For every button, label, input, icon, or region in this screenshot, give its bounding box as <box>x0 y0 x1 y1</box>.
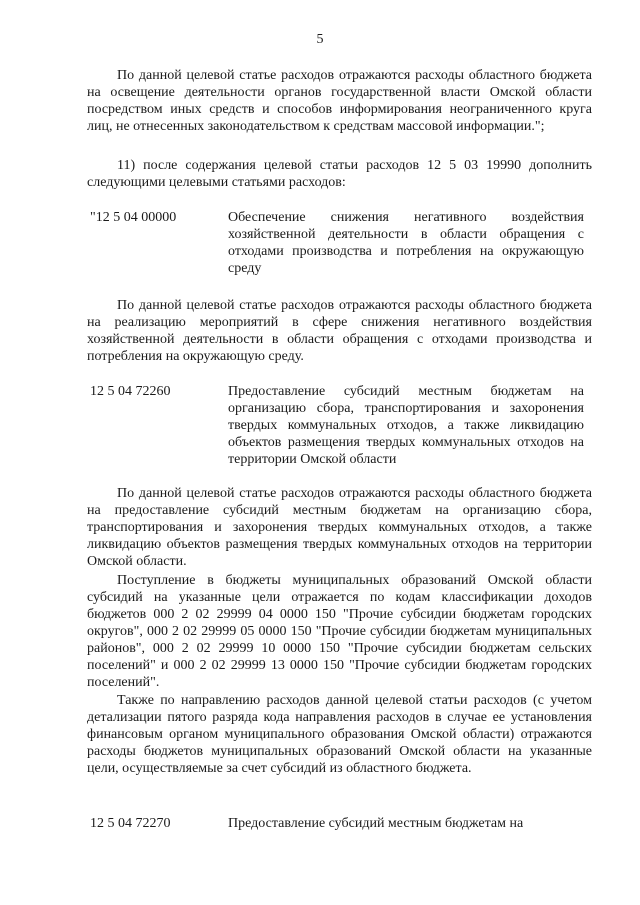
paragraph-revenue-codes: Поступление в бюджеты муниципальных образований Омской области субсидий на указанные цели отражается по кодам классификации доходов бюджетов 000 2 02 29999 04 0000 150 "Прочие субсидии бюджетам городских округов", 000 2 02 29999 05 0000 150 "Прочие субсидии бюджетам муниципальных районов", 000 2 02 29999 10 0000 150 "Прочие субсидии бюджетам сельских поселений" и 000 2 02 29999 13 0000 150 "Прочие субсидии бюджетам городских поселений". <box>87 573 592 690</box>
article-description-12-5-04-72270: Предоставление субсидий местным бюджетам на <box>228 816 524 831</box>
article-code-12-5-04-72270: 12 5 04 72270 <box>90 816 171 831</box>
paragraph-subsidies-waste: По данной целевой статье расходов отражаются расходы областного бюджета на предоставление субсидий местным бюджетам на организацию сбора, транспортирования и захоронения твердых коммунальных отходов, а также ликвидацию объектов размещения твердых коммунальных отходов на территории Омской области. <box>87 486 592 569</box>
paragraph-amendment-11: 11) после содержания целевой статьи расходов 12 5 03 19990 дополнить следующими целевыми статьями расходов: <box>87 158 592 190</box>
article-description-12-5-04-72260: Предоставление субсидий местным бюджетам на организацию сбора, транспортирования и захоронения твердых коммунальных отходов, а также ликвидацию объектов размещения твердых коммунальных отходов на территории Омской области <box>228 384 584 467</box>
paragraph-media-info: По данной целевой статье расходов отражаются расходы областного бюджета на освещение деятельности органов государственной власти Омской области посредством иных средств и способов информирования неограниченного круга лиц, не отнесенных законодательством к средствам массовой информации."; <box>87 68 592 134</box>
article-code-12-5-04-00000: "12 5 04 00000 <box>90 210 177 225</box>
paragraph-waste-impact: По данной целевой статье расходов отражаются расходы областного бюджета на реализацию мероприятий в сфере снижения негативного воздействия хозяйственной деятельности в области обращения с отходами производства и потребления на окружающую среду. <box>87 298 592 364</box>
article-code-12-5-04-72260: 12 5 04 72260 <box>90 384 171 399</box>
paragraph-municipal-expenses: Также по направлению расходов данной целевой статьи расходов (с учетом детализации пятого разряда кода направления расходов в случае ее установления финансовым органом муниципального образования Омской области) отражаются расходы бюджетов муниципальных образований Омской области на указанные цели, осуществляемые за счет субсидий из областного бюджета. <box>87 693 592 776</box>
article-description-12-5-04-00000: Обеспечение снижения негативного воздействия хозяйственной деятельности в области обращения с отходами производства и потребления на окружающую среду <box>228 210 584 276</box>
page-number: 5 <box>316 32 324 47</box>
